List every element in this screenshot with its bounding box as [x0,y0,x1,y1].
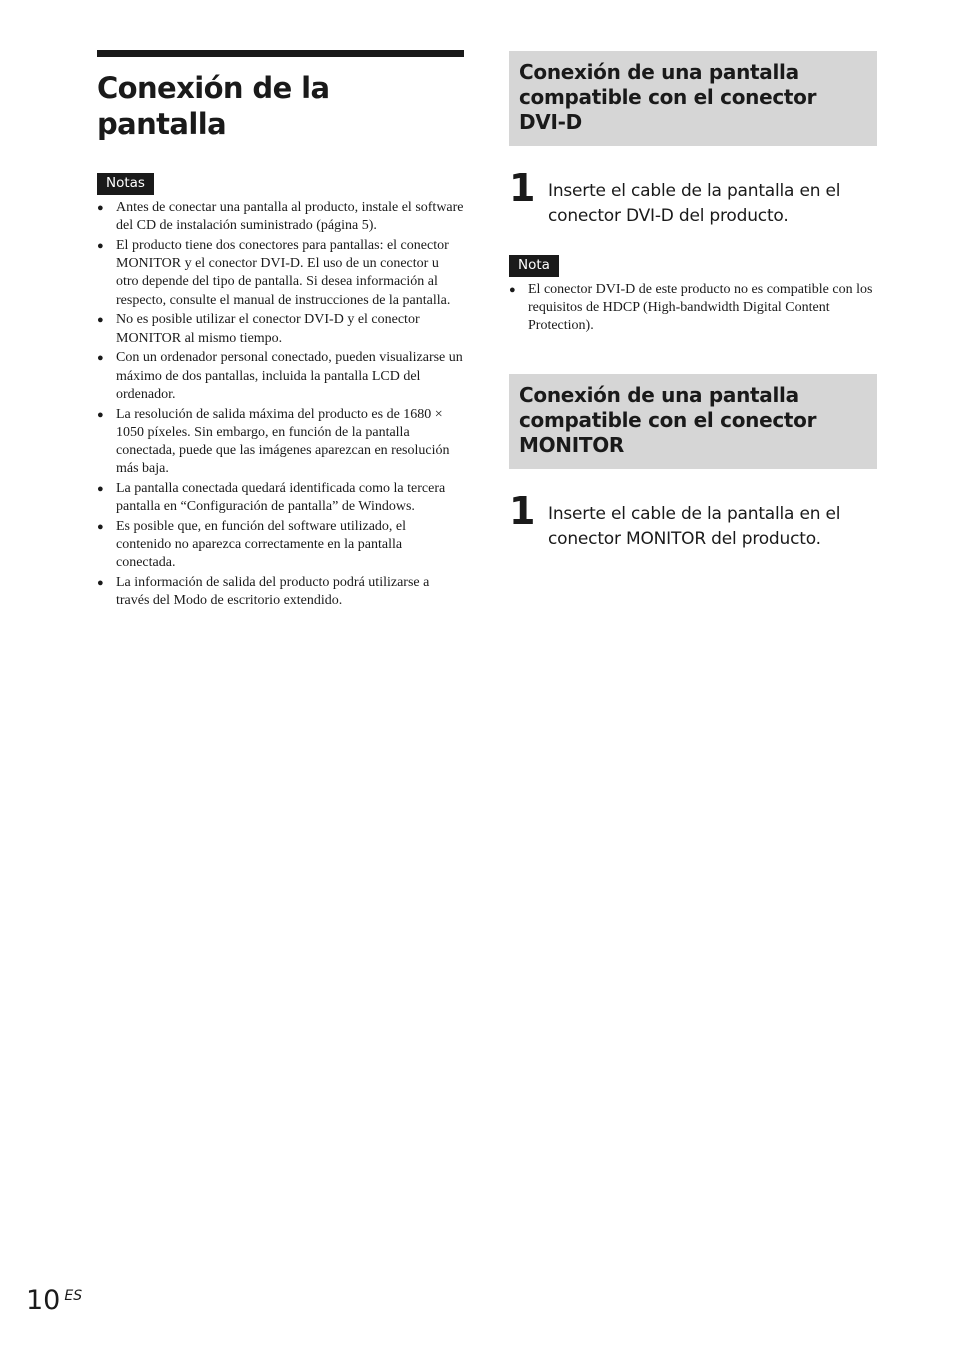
bullet-icon: ● [97,352,104,365]
step-number: 1 [509,488,536,533]
page-number: 10 [26,1285,61,1316]
page-footer [26,1285,82,1316]
bullet-icon: ● [97,521,104,534]
bullet-icon: ● [97,202,104,214]
bullet-icon: ● [509,284,516,296]
notes-label: Notas [97,173,154,195]
step-text: Inserte el cable de la pantalla en el conector MONITOR del producto. [548,503,841,549]
left-column [97,50,464,612]
list-item: ● La información de salida del producto podrá utilizarse a través del Modo de escritorio extendido. [97,575,430,609]
list-item: ● El conector DVI-D de este producto no es compatible con los requisitos de HDCP (High-bandwidth Digital Content Protection). [509,282,873,334]
step-dvi [509,166,877,234]
section-heading-monitor: Conexión de una pantalla compatible con el conector MONITOR [509,374,877,469]
list-item: ● Es posible que, en función del software utilizado, el contenido no aparezca correctamente en la pantalla conectada. [97,519,407,571]
step-text: Inserte el cable de la pantalla en el conector DVI-D del producto. [548,181,841,226]
bullet-icon: ● [97,408,104,421]
list-item: ● La resolución de salida máxima del producto es de 1680 × 1050 píxeles. Sin embargo, en función de la pantalla conectada, puede que las imágenes aparezcan en resolución más baja. [97,406,450,477]
list-item: ● La pantalla conectada quedará identificada como la tercera pantalla en “Configuración de pantalla” de Windows. [97,481,446,515]
right-column [509,51,877,557]
bullet-icon: ● [97,240,104,252]
list-item: ● El producto tiene dos conectores para pantallas: el conector MONITOR y el conector DVI-D. El uso de un conector u otro depende del tipo de pantalla. Si desea información al respecto, consulte el manual de instrucciones de la pantalla. [97,238,451,308]
note-label: Nota [509,255,559,277]
list-item: ● Con un ordenador personal conectado, pueden visualizarse un máximo de dos pantallas, incluida la pantalla LCD del ordenador. [97,350,463,402]
bullet-icon: ● [97,314,104,327]
notes-list [97,199,464,611]
section-heading-dvi: Conexión de una pantalla compatible con el conector DVI-D [509,51,877,146]
list-item: ● No es posible utilizar el conector DVI-D y el conector MONITOR al mismo tiempo. [97,312,420,346]
bullet-icon: ● [97,483,104,496]
note-list [509,281,877,336]
page-language: ES [64,1288,83,1304]
step-number: 1 [509,166,536,210]
page-title: Conexión de la pantalla [97,71,330,141]
bullet-icon: ● [97,577,104,590]
step-monitor [509,488,877,557]
title-rule [97,50,464,57]
list-item: ● Antes de conectar una pantalla al producto, instale el software del CD de instalación suministrado (página 5). [97,200,464,234]
